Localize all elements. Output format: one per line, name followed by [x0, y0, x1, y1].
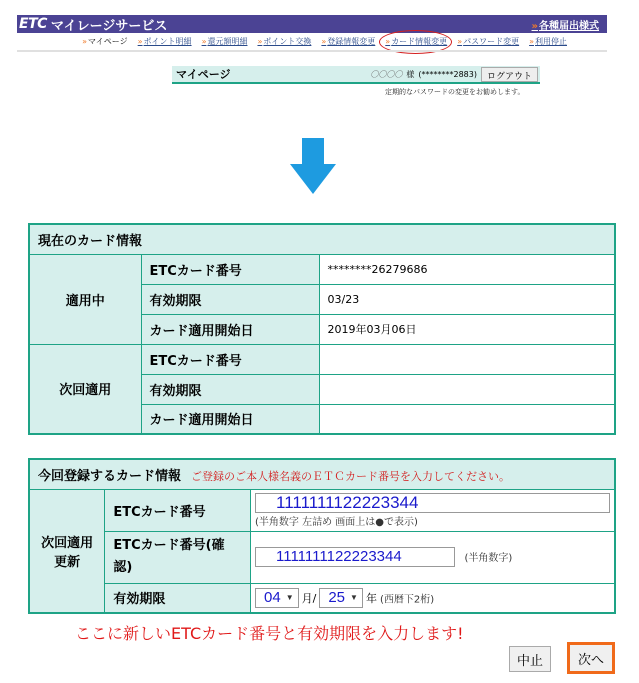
mypage-title: マイページ — [176, 68, 231, 81]
chevron-double-right-icon: » — [201, 36, 207, 46]
chevron-double-right-icon: » — [257, 36, 263, 46]
caret-down-icon: ▼ — [350, 593, 358, 603]
nav-card-info-change[interactable] — [385, 36, 447, 47]
nav-divider — [17, 50, 607, 52]
value-start-date — [319, 404, 615, 434]
caret-down-icon: ▼ — [285, 593, 294, 603]
label-expiry: 有効期限 — [141, 374, 319, 404]
nav-point-exchange[interactable] — [257, 36, 311, 47]
card-number-confirm-input[interactable]: 1111111122223344 — [255, 547, 455, 567]
year-value: 25 — [328, 589, 346, 607]
cancel-button[interactable]: 中止 — [509, 646, 551, 672]
etc-logo: ETC — [19, 16, 47, 32]
service-name: マイレージサービス — [50, 18, 168, 34]
nav-registration-change[interactable] — [321, 36, 375, 47]
chevron-double-right-icon: » — [529, 36, 534, 46]
nav-label: ポイント明細 — [143, 36, 192, 46]
chevron-double-right-icon: » — [137, 36, 143, 46]
nav-label: マイページ — [87, 36, 128, 46]
group-label-line1: 次回適用 — [41, 535, 94, 551]
label-card-number: ETCカード番号 — [141, 344, 319, 374]
card-number-confirm-cell — [251, 531, 616, 583]
nav-refund-detail[interactable] — [202, 36, 248, 47]
user-name-blurred: 〇〇〇〇 — [370, 69, 403, 79]
header-bar — [17, 15, 607, 33]
label-start-date: カード適用開始日 — [141, 404, 319, 434]
current-card-title: 現在のカード情報 — [29, 224, 615, 254]
main-nav — [17, 34, 607, 48]
year-unit: 年 — [365, 592, 377, 606]
expiry-month-select[interactable] — [255, 588, 299, 608]
nav-suspend-use[interactable] — [529, 36, 567, 47]
mypage-bar — [172, 66, 540, 84]
nav-password-change[interactable] — [457, 36, 519, 47]
label-expiry: 有効期限 — [141, 284, 319, 314]
expiry-year-select[interactable] — [319, 588, 363, 608]
logout-button[interactable]: ログアウト — [481, 67, 538, 82]
card-number-confirm-hint: (半角数字) — [464, 553, 513, 564]
label-expiry: 有効期限 — [105, 583, 251, 613]
nav-label: パスワード変更 — [463, 36, 520, 46]
value-expiry: 03/23 — [319, 284, 615, 314]
label-card-number: ETCカード番号 — [105, 489, 251, 531]
value-card-number: ********26279686 — [319, 254, 615, 284]
nav-mypage[interactable] — [82, 36, 128, 47]
year-hint: (西暦下2桁) — [379, 594, 435, 606]
nav-label: ポイント交換 — [263, 36, 312, 46]
group-next-update — [29, 489, 105, 613]
month-value: 04 — [264, 589, 281, 607]
next-button[interactable]: 次へ — [567, 642, 615, 674]
instruction-annotation: ここに新しいETCカード番号と有効期限を入力します! — [75, 624, 464, 643]
nav-label: 利用停止 — [535, 36, 567, 46]
forms-link[interactable] — [532, 17, 607, 32]
new-card-header — [29, 459, 615, 489]
password-notice: 定期的なパスワードの変更をお勧めします。 — [385, 88, 525, 96]
month-unit: 月/ — [301, 592, 317, 606]
honorific: 様 — [406, 69, 415, 79]
chevron-double-right-icon: » — [385, 36, 391, 46]
value-expiry — [319, 374, 615, 404]
chevron-double-right-icon: » — [321, 36, 327, 46]
brand — [17, 15, 167, 34]
chevron-double-right-icon: » — [531, 20, 538, 32]
card-number-cell — [251, 489, 616, 531]
chevron-double-right-icon: » — [457, 36, 463, 46]
card-number-hint: (半角数字 左詰め 画面上は●で表示) — [255, 516, 418, 528]
label-start-date: カード適用開始日 — [141, 314, 319, 344]
new-card-title: 今回登録するカード情報 — [38, 468, 182, 484]
nav-label: カード情報変更 — [391, 36, 448, 46]
expiry-cell — [251, 583, 616, 613]
current-card-table — [28, 223, 616, 435]
label-card-number: ETCカード番号 — [141, 254, 319, 284]
card-number-input[interactable]: 1111111122223344 — [255, 493, 610, 513]
group-label-line2: 更新 — [54, 554, 81, 570]
user-area — [370, 67, 538, 82]
nav-label: 登録情報変更 — [327, 36, 376, 46]
new-card-note: ご登録のご本人様名義のＥＴＣカード番号を入力してください。 — [191, 469, 511, 483]
user-id: (********2883) — [418, 69, 477, 79]
down-arrow-icon — [290, 138, 336, 196]
label-card-number-confirm: ETCカード番号(確認) — [105, 531, 251, 583]
forms-link-label: 各種届出様式 — [539, 20, 599, 32]
new-card-table — [28, 458, 616, 614]
group-active: 適用中 — [29, 254, 141, 344]
nav-point-detail[interactable] — [138, 36, 192, 47]
nav-label: 還元額明細 — [207, 36, 248, 46]
value-card-number — [319, 344, 615, 374]
value-start-date: 2019年03月06日 — [319, 314, 615, 344]
group-next: 次回適用 — [29, 344, 141, 434]
chevron-double-right-icon: » — [82, 36, 87, 46]
